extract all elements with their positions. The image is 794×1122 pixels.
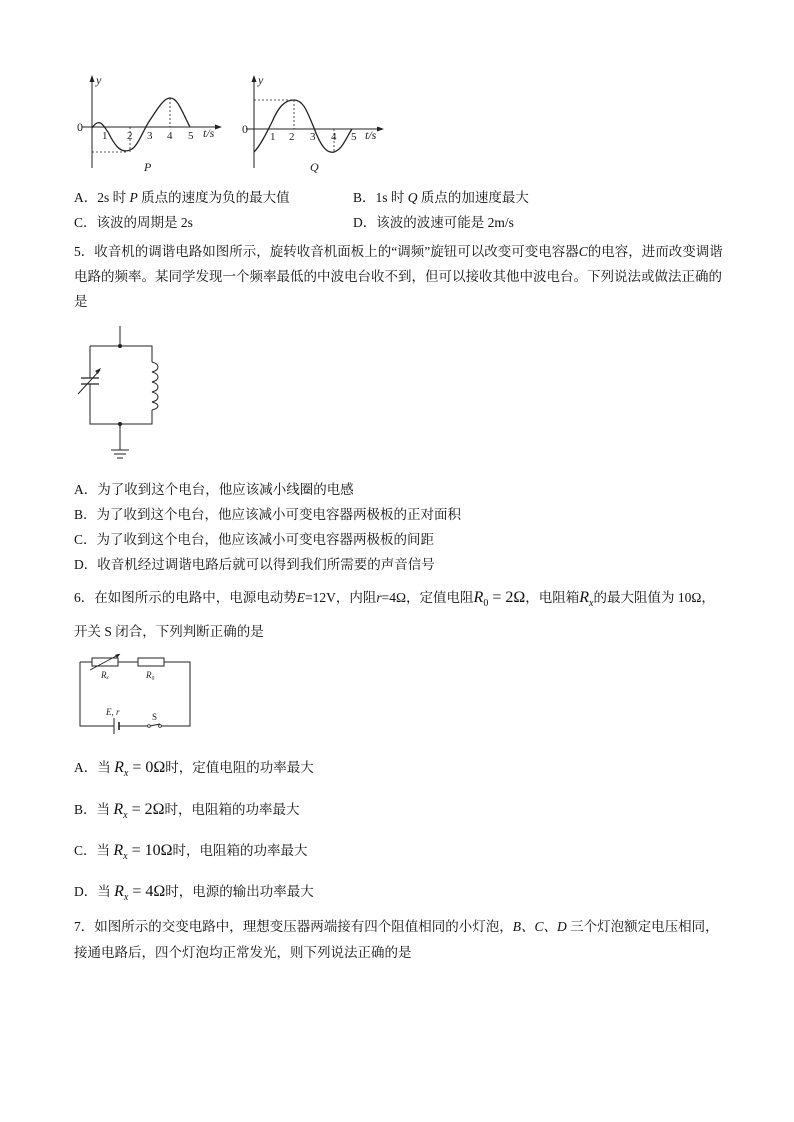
- tick-label-3: 3: [310, 131, 316, 143]
- wave-graph-q: [238, 72, 398, 176]
- tick-label-2: 2: [289, 131, 295, 143]
- tick-label-2: 2: [127, 130, 133, 142]
- q6-option-d[interactable]: D．当 $R_x = 4\Omega$时，电源的输出功率最大: [74, 883, 314, 904]
- q5-option-b[interactable]: B．为了收到这个电台，他应该减小可变电容器两极板的正对面积: [74, 507, 462, 522]
- wave-line: [254, 100, 352, 152]
- q6-option-c[interactable]: C．当 $R_x = 10\Omega$时，电阻箱的功率最大: [74, 842, 308, 863]
- switch-contact-left: [148, 725, 151, 728]
- t-label: t/s: [203, 126, 215, 140]
- q4-option-a[interactable]: A．2s 时 P 质点的速度为负的最大值: [74, 190, 290, 205]
- q4-option-c[interactable]: C．该波的周期是 2s: [74, 215, 193, 230]
- variable-capacitor-arrow: [78, 370, 100, 394]
- q6-option-b[interactable]: B．当 $R_x = 2\Omega$时，电阻箱的功率最大: [74, 801, 300, 822]
- q6-stem-line1: 6．在如图所示的电路中，电源电动势E=12V，内阻r=4Ω，定值电阻$R_0 = 2\Omega$，电阻箱$R_x$的最大阻值为 10Ω，: [74, 589, 715, 610]
- tick-label-3: 3: [147, 130, 153, 142]
- q7-stem-line2: 接通电路后，四个灯泡均正常发光，则下列说法正确的是: [74, 945, 412, 960]
- q6-stem-line2: 开关 S 闭合，下列判断正确的是: [74, 624, 264, 639]
- rheostat-arrow-head: [115, 654, 121, 658]
- tick-label-4: 4: [167, 130, 173, 142]
- graph-name: Q: [310, 160, 319, 174]
- y-axis-arrow: [90, 75, 95, 82]
- s-label: S: [152, 712, 158, 722]
- circuit-wire-right: [160, 662, 190, 726]
- rx-label: Rₓ: [101, 670, 110, 680]
- wave-line: [92, 98, 190, 151]
- inductor-coil-icon: [152, 362, 158, 410]
- loop-wire-left-lower: [90, 384, 152, 424]
- r0-label: R₀: [146, 670, 155, 680]
- y-label: y: [258, 73, 264, 87]
- tick-label-4: 4: [331, 131, 337, 143]
- q4-option-b[interactable]: B．1s 时 Q 质点的加速度最大: [353, 190, 529, 205]
- graph-name: P: [144, 160, 152, 174]
- er-label: E, r: [106, 707, 120, 717]
- q5-option-d[interactable]: D．收音机经过调谐电路后就可以得到我们所需要的声音信号: [74, 557, 435, 572]
- origin-label: 0: [77, 120, 83, 134]
- tuning-circuit-diagram: [74, 322, 174, 466]
- q5-option-a[interactable]: A．为了收到这个电台，他应该减小线圈的电感: [74, 482, 354, 497]
- resistor-box-r0: [138, 658, 164, 666]
- q5-option-c[interactable]: C．为了收到这个电台，他应该减小可变电容器两极板的间距: [74, 532, 435, 547]
- q6-option-a[interactable]: A．当 $R_x = 0\Omega$时，定值电阻的功率最大: [74, 759, 314, 780]
- q6-circuit-diagram: [74, 654, 198, 734]
- tick-label-1: 1: [102, 130, 108, 142]
- switch-contact-right: [159, 725, 162, 728]
- variable-arrow-head: [95, 368, 101, 374]
- tick-label-5: 5: [351, 131, 357, 143]
- q7-stem-line1: 7．如图所示的交变电路中，理想变压器两端接有四个阻值相同的小灯泡，B、C、D 三个灯泡额定电压相同，: [74, 919, 719, 934]
- tick-label-5: 5: [188, 130, 194, 142]
- t-axis-arrow: [215, 125, 222, 130]
- wave-curve-p-line: [92, 84, 128, 128]
- origin-label: 0: [242, 122, 248, 136]
- y-label: y: [96, 73, 102, 87]
- tick-label-1: 1: [270, 131, 276, 143]
- t-label: t/s: [365, 128, 377, 142]
- q5-stem: 5．收音机的调谐电路如图所示，旋转收音机面板上的“调频”旋钮可以改变可变电容器C的电容，进而改变调谐电路的频率。某同学发现一个频率最低的中波电台收不到，但可以接收其他中波电台。下列说法或做法正确的是: [74, 244, 723, 309]
- wave-graph-p: [72, 72, 232, 176]
- y-axis-arrow: [252, 75, 257, 82]
- loop-wire: [90, 346, 152, 362]
- t-axis-arrow: [377, 127, 384, 132]
- q4-option-d[interactable]: D．该波的波速可能是 2m/s: [353, 215, 514, 230]
